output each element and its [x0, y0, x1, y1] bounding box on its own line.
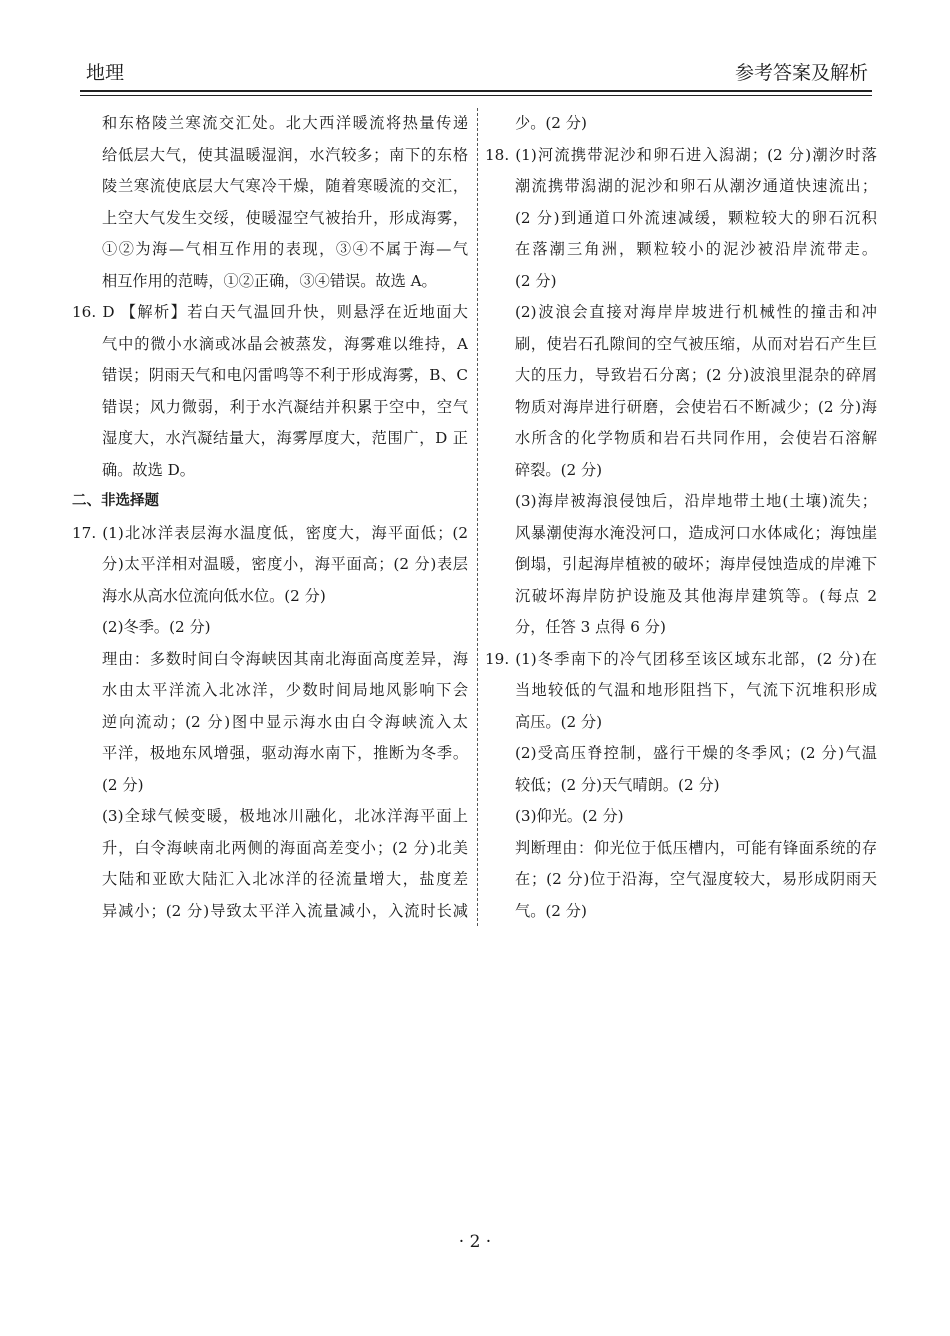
text-line: 和东格陵兰寒流交汇处。北大西洋暖流将热量传递	[102, 114, 468, 132]
text-line: 19. (1)冬季南下的冷气团移至该区域东北部，(2 分)在	[485, 649, 877, 668]
text-line: 判断理由：仰光位于低压槽内，可能有锋面系统的存	[515, 838, 877, 857]
text-line: 异减小；(2 分)导致太平洋入流量减小，入流时长减	[102, 901, 468, 920]
text-line: (2)冬季。(2 分)	[102, 618, 211, 636]
text-line: 理由：多数时间白令海峡因其南北海面高度差异，海	[102, 649, 468, 668]
text-line: 大的压力，导致岩石分离；(2 分)波浪里混杂的碎屑	[515, 366, 877, 384]
text-line: 17. (1)北冰洋表层海水温度低，密度大，海平面低；(2	[72, 523, 468, 542]
text-line: (2 分)	[102, 775, 144, 794]
text-line: 16. D 【解析】若白天气温回升快，则悬浮在近地面大	[72, 303, 468, 321]
text-line: 陵兰寒流使底层大气寒冷干燥，随着寒暖流的交汇，	[102, 177, 468, 195]
text-line: 升，白令海峡南北两侧的海面高差变小；(2 分)北美	[102, 838, 468, 857]
text-line: 气中的微小水滴或冰晶会被蒸发，海雾难以维持，A	[102, 334, 468, 353]
text-line: 在；(2 分)位于沿海，空气湿度较大，易形成阴雨天	[515, 870, 877, 888]
text-line: 当地较低的气温和地形阻挡下，气流下沉堆积形成	[515, 681, 877, 699]
text-line: 上空大气发生交绥，使暖湿空气被抬升，形成海雾，	[102, 208, 468, 227]
text-line: 湿度大，水汽凝结量大，海雾厚度大，范围广，D 正	[102, 429, 468, 447]
text-line: 确。故选 D。	[102, 460, 195, 479]
text-line: 相互作用的范畴，①②正确，③④错误。故选 A。	[102, 271, 437, 290]
text-line: 潮流携带潟湖的泥沙和卵石从潮汐通道快速流出；	[515, 177, 877, 195]
text-line: 平洋，极地东风增强，驱动海水南下，推断为冬季。	[102, 744, 468, 762]
subject-title: 地理	[86, 62, 125, 84]
text-line: 气。(2 分)	[515, 901, 587, 920]
header-rule-thin	[80, 95, 872, 96]
text-line: 二、非选择题	[72, 493, 159, 509]
text-line: (3)仰光。(2 分)	[515, 807, 624, 825]
text-line: 少。(2 分)	[515, 114, 587, 132]
text-line: 错误；风力微弱，利于水汽凝结并积累于空中，空气	[102, 397, 468, 416]
page-number: · 2 ·	[458, 1232, 492, 1252]
text-line: 水由太平洋流入北冰洋，少数时间局地风影响下会	[102, 681, 468, 699]
text-line: 倒塌，引起海岸植被的破坏；海岸侵蚀造成的岸滩下	[515, 555, 877, 573]
text-line: 逆向流动；(2 分)图中显示海水由白令海峡流入太	[102, 712, 468, 731]
page-header	[80, 58, 872, 88]
text-line: (2)波浪会直接对海岸岸坡进行机械性的撞击和冲	[515, 303, 877, 321]
header-rule-thick	[80, 90, 872, 92]
text-line: (3)海岸被海浪侵蚀后，沿岸地带土地(土壤)流失；	[515, 492, 877, 510]
right-column	[485, 108, 877, 927]
column-divider	[477, 108, 478, 926]
text-line: 在落潮三角洲，颗粒较小的泥沙被沿岸流带走。	[515, 240, 877, 258]
text-line: 物质对海岸进行研磨，会使岩石不断减少；(2 分)海	[515, 397, 877, 416]
left-column	[72, 108, 468, 927]
section-title: 参考答案及解析	[734, 62, 868, 84]
text-line: 水所含的化学物质和岩石共同作用，会使岩石溶解	[515, 429, 877, 447]
text-line: (2 分)	[515, 271, 557, 290]
text-line: 刷，使岩石孔隙间的空气被压缩，从而对岩石产生巨	[515, 334, 877, 353]
text-line: 大陆和亚欧大陆汇入北冰洋的径流量增大，盐度差	[102, 870, 468, 888]
text-line: 分)太平洋相对温暖，密度小，海平面高；(2 分)表层	[102, 555, 468, 573]
text-line: 碎裂。(2 分)	[515, 460, 603, 479]
text-line: 高压。(2 分)	[515, 712, 603, 731]
text-line: (3)全球气候变暖，极地冰川融化，北冰洋海平面上	[102, 807, 468, 825]
text-line: 沉破坏海岸防护设施及其他海岸建筑等。(每点 2	[515, 586, 877, 605]
text-line: ①②为海—气相互作用的表现，③④不属于海—气	[102, 240, 468, 258]
text-line: 分，任答 3 点得 6 分)	[515, 618, 666, 636]
text-line: 18. (1)河流携带泥沙和卵石进入潟湖；(2 分)潮汐时落	[485, 145, 877, 164]
text-line: 风暴潮使海水淹没河口，造成河口水体咸化；海蚀崖	[515, 523, 877, 542]
text-line: 错误；阴雨天气和电闪雷鸣等不利于形成海雾，B、C	[102, 366, 468, 384]
text-line: 给低层大气，使其温暖湿润，水汽较多；南下的东格	[102, 145, 468, 164]
text-line: 海水从高水位流向低水位。(2 分)	[102, 586, 326, 605]
text-line: 较低；(2 分)天气晴朗。(2 分)	[515, 775, 720, 794]
text-line: (2 分)到通道口外流速减缓，颗粒较大的卵石沉积	[515, 208, 877, 227]
text-line: (2)受高压脊控制，盛行干燥的冬季风；(2 分)气温	[515, 744, 877, 762]
